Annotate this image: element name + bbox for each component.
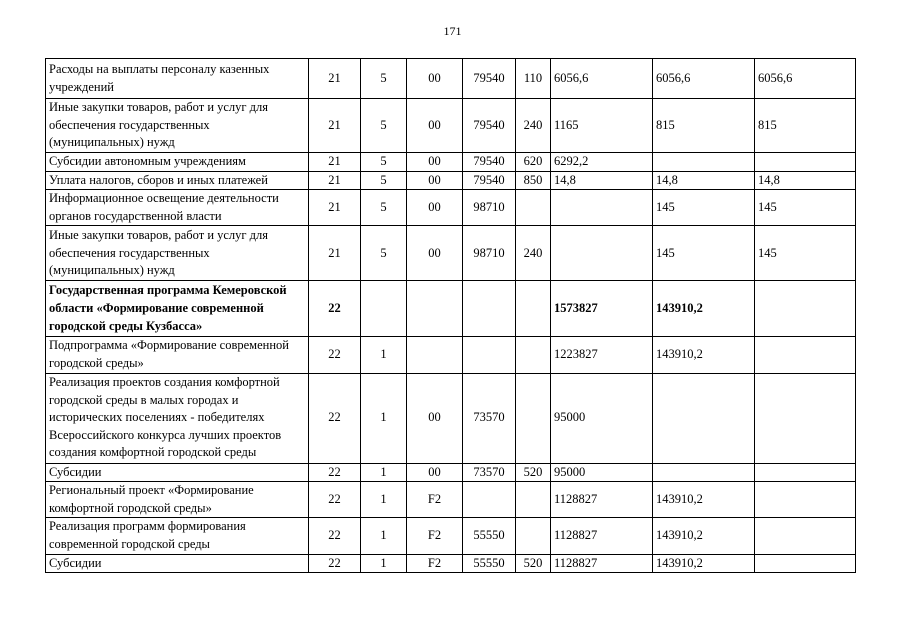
amount-1: 1128827 bbox=[551, 518, 653, 554]
code-expense-type: 520 bbox=[516, 554, 551, 573]
code-section: 21 bbox=[309, 153, 361, 172]
row-name: Субсидии автономным учреждениям bbox=[46, 153, 309, 172]
code-expense-type: 110 bbox=[516, 59, 551, 99]
code-section: 21 bbox=[309, 171, 361, 190]
amount-1: 1128827 bbox=[551, 554, 653, 573]
code-direction: F2 bbox=[407, 518, 463, 554]
code-expense-type bbox=[516, 281, 551, 337]
table-row bbox=[46, 373, 856, 463]
code-subprogram: 1 bbox=[361, 463, 407, 482]
amount-2: 6056,6 bbox=[653, 59, 755, 99]
amount-3: 815 bbox=[755, 99, 856, 153]
code-section: 22 bbox=[309, 518, 361, 554]
code-subprogram: 5 bbox=[361, 226, 407, 281]
amount-1 bbox=[551, 226, 653, 281]
code-direction: 00 bbox=[407, 171, 463, 190]
code-subprogram: 5 bbox=[361, 171, 407, 190]
amount-3 bbox=[755, 554, 856, 573]
code-expense-type bbox=[516, 190, 551, 226]
row-name: Уплата налогов, сборов и иных платежей bbox=[46, 171, 309, 190]
code-target: 55550 bbox=[463, 554, 516, 573]
table-row bbox=[46, 281, 856, 337]
row-name: Подпрограмма «Формирование современной городской среды» bbox=[46, 337, 309, 373]
row-name: Реализация проектов создания комфортной городской среды в малых городах и исторических поселениях - победителях Всероссийского конкурса лучших проектов создания комфортной городской среды bbox=[46, 373, 309, 463]
table-row bbox=[46, 190, 856, 226]
amount-2: 143910,2 bbox=[653, 337, 755, 373]
code-section: 21 bbox=[309, 99, 361, 153]
code-target: 79540 bbox=[463, 59, 516, 99]
code-section: 22 bbox=[309, 337, 361, 373]
amount-3 bbox=[755, 518, 856, 554]
row-name: Расходы на выплаты персоналу казенных учреждений bbox=[46, 59, 309, 99]
code-target: 79540 bbox=[463, 99, 516, 153]
amount-3 bbox=[755, 373, 856, 463]
amount-2 bbox=[653, 153, 755, 172]
amount-3: 145 bbox=[755, 226, 856, 281]
budget-table bbox=[45, 58, 856, 573]
amount-1 bbox=[551, 190, 653, 226]
amount-1: 1128827 bbox=[551, 482, 653, 518]
code-subprogram bbox=[361, 281, 407, 337]
amount-2: 143910,2 bbox=[653, 281, 755, 337]
code-direction: F2 bbox=[407, 554, 463, 573]
amount-2 bbox=[653, 373, 755, 463]
row-name: Субсидии bbox=[46, 554, 309, 573]
amount-1: 95000 bbox=[551, 463, 653, 482]
code-target bbox=[463, 281, 516, 337]
code-direction: 00 bbox=[407, 99, 463, 153]
table-row bbox=[46, 554, 856, 573]
code-expense-type: 850 bbox=[516, 171, 551, 190]
code-target: 98710 bbox=[463, 226, 516, 281]
code-target: 79540 bbox=[463, 171, 516, 190]
amount-3: 145 bbox=[755, 190, 856, 226]
row-name: Государственная программа Кемеровской области «Формирование современной городской среды Кузбасса» bbox=[46, 281, 309, 337]
row-name: Иные закупки товаров, работ и услуг для обеспечения государственных (муниципальных) нужд bbox=[46, 99, 309, 153]
table-body bbox=[46, 59, 856, 573]
table-row bbox=[46, 482, 856, 518]
code-direction: 00 bbox=[407, 373, 463, 463]
amount-2 bbox=[653, 463, 755, 482]
code-direction: 00 bbox=[407, 463, 463, 482]
code-subprogram: 1 bbox=[361, 554, 407, 573]
page-number: 171 bbox=[443, 24, 462, 38]
code-direction: F2 bbox=[407, 482, 463, 518]
code-direction: 00 bbox=[407, 153, 463, 172]
amount-1: 1573827 bbox=[551, 281, 653, 337]
amount-1: 95000 bbox=[551, 373, 653, 463]
amount-1: 1223827 bbox=[551, 337, 653, 373]
amount-3 bbox=[755, 482, 856, 518]
code-expense-type: 240 bbox=[516, 99, 551, 153]
amount-1: 1165 bbox=[551, 99, 653, 153]
code-subprogram: 1 bbox=[361, 518, 407, 554]
code-direction: 00 bbox=[407, 59, 463, 99]
code-target bbox=[463, 337, 516, 373]
amount-3 bbox=[755, 281, 856, 337]
table-row bbox=[46, 226, 856, 281]
code-expense-type bbox=[516, 482, 551, 518]
amount-2: 143910,2 bbox=[653, 482, 755, 518]
code-direction bbox=[407, 281, 463, 337]
amount-2: 143910,2 bbox=[653, 554, 755, 573]
code-target: 98710 bbox=[463, 190, 516, 226]
code-target: 79540 bbox=[463, 153, 516, 172]
code-expense-type bbox=[516, 373, 551, 463]
amount-3: 6056,6 bbox=[755, 59, 856, 99]
amount-1: 6056,6 bbox=[551, 59, 653, 99]
code-section: 21 bbox=[309, 226, 361, 281]
row-name: Региональный проект «Формирование комфортной городской среды» bbox=[46, 482, 309, 518]
code-subprogram: 5 bbox=[361, 99, 407, 153]
code-section: 22 bbox=[309, 281, 361, 337]
amount-1: 6292,2 bbox=[551, 153, 653, 172]
table-row bbox=[46, 171, 856, 190]
code-subprogram: 1 bbox=[361, 373, 407, 463]
code-section: 22 bbox=[309, 373, 361, 463]
code-direction: 00 bbox=[407, 226, 463, 281]
amount-3 bbox=[755, 337, 856, 373]
row-name: Субсидии bbox=[46, 463, 309, 482]
code-target: 73570 bbox=[463, 373, 516, 463]
code-section: 22 bbox=[309, 554, 361, 573]
code-target: 55550 bbox=[463, 518, 516, 554]
code-expense-type: 240 bbox=[516, 226, 551, 281]
code-section: 22 bbox=[309, 482, 361, 518]
code-section: 22 bbox=[309, 463, 361, 482]
amount-2: 815 bbox=[653, 99, 755, 153]
code-section: 21 bbox=[309, 190, 361, 226]
table-row bbox=[46, 337, 856, 373]
code-subprogram: 5 bbox=[361, 190, 407, 226]
table-row bbox=[46, 99, 856, 153]
row-name: Информационное освещение деятельности органов государственной власти bbox=[46, 190, 309, 226]
amount-2: 145 bbox=[653, 190, 755, 226]
code-subprogram: 5 bbox=[361, 153, 407, 172]
code-subprogram: 1 bbox=[361, 337, 407, 373]
amount-3: 14,8 bbox=[755, 171, 856, 190]
code-expense-type bbox=[516, 518, 551, 554]
code-subprogram: 5 bbox=[361, 59, 407, 99]
code-direction bbox=[407, 337, 463, 373]
amount-3 bbox=[755, 463, 856, 482]
amount-3 bbox=[755, 153, 856, 172]
table-row bbox=[46, 153, 856, 172]
table-row bbox=[46, 463, 856, 482]
code-section: 21 bbox=[309, 59, 361, 99]
amount-2: 145 bbox=[653, 226, 755, 281]
code-subprogram: 1 bbox=[361, 482, 407, 518]
code-expense-type bbox=[516, 337, 551, 373]
code-target bbox=[463, 482, 516, 518]
code-expense-type: 520 bbox=[516, 463, 551, 482]
amount-1: 14,8 bbox=[551, 171, 653, 190]
code-expense-type: 620 bbox=[516, 153, 551, 172]
amount-2: 143910,2 bbox=[653, 518, 755, 554]
table-row bbox=[46, 518, 856, 554]
code-target: 73570 bbox=[463, 463, 516, 482]
code-direction: 00 bbox=[407, 190, 463, 226]
amount-2: 14,8 bbox=[653, 171, 755, 190]
row-name: Иные закупки товаров, работ и услуг для обеспечения государственных (муниципальных) нужд bbox=[46, 226, 309, 281]
table-row bbox=[46, 59, 856, 99]
row-name: Реализация программ формирования современной городской среды bbox=[46, 518, 309, 554]
